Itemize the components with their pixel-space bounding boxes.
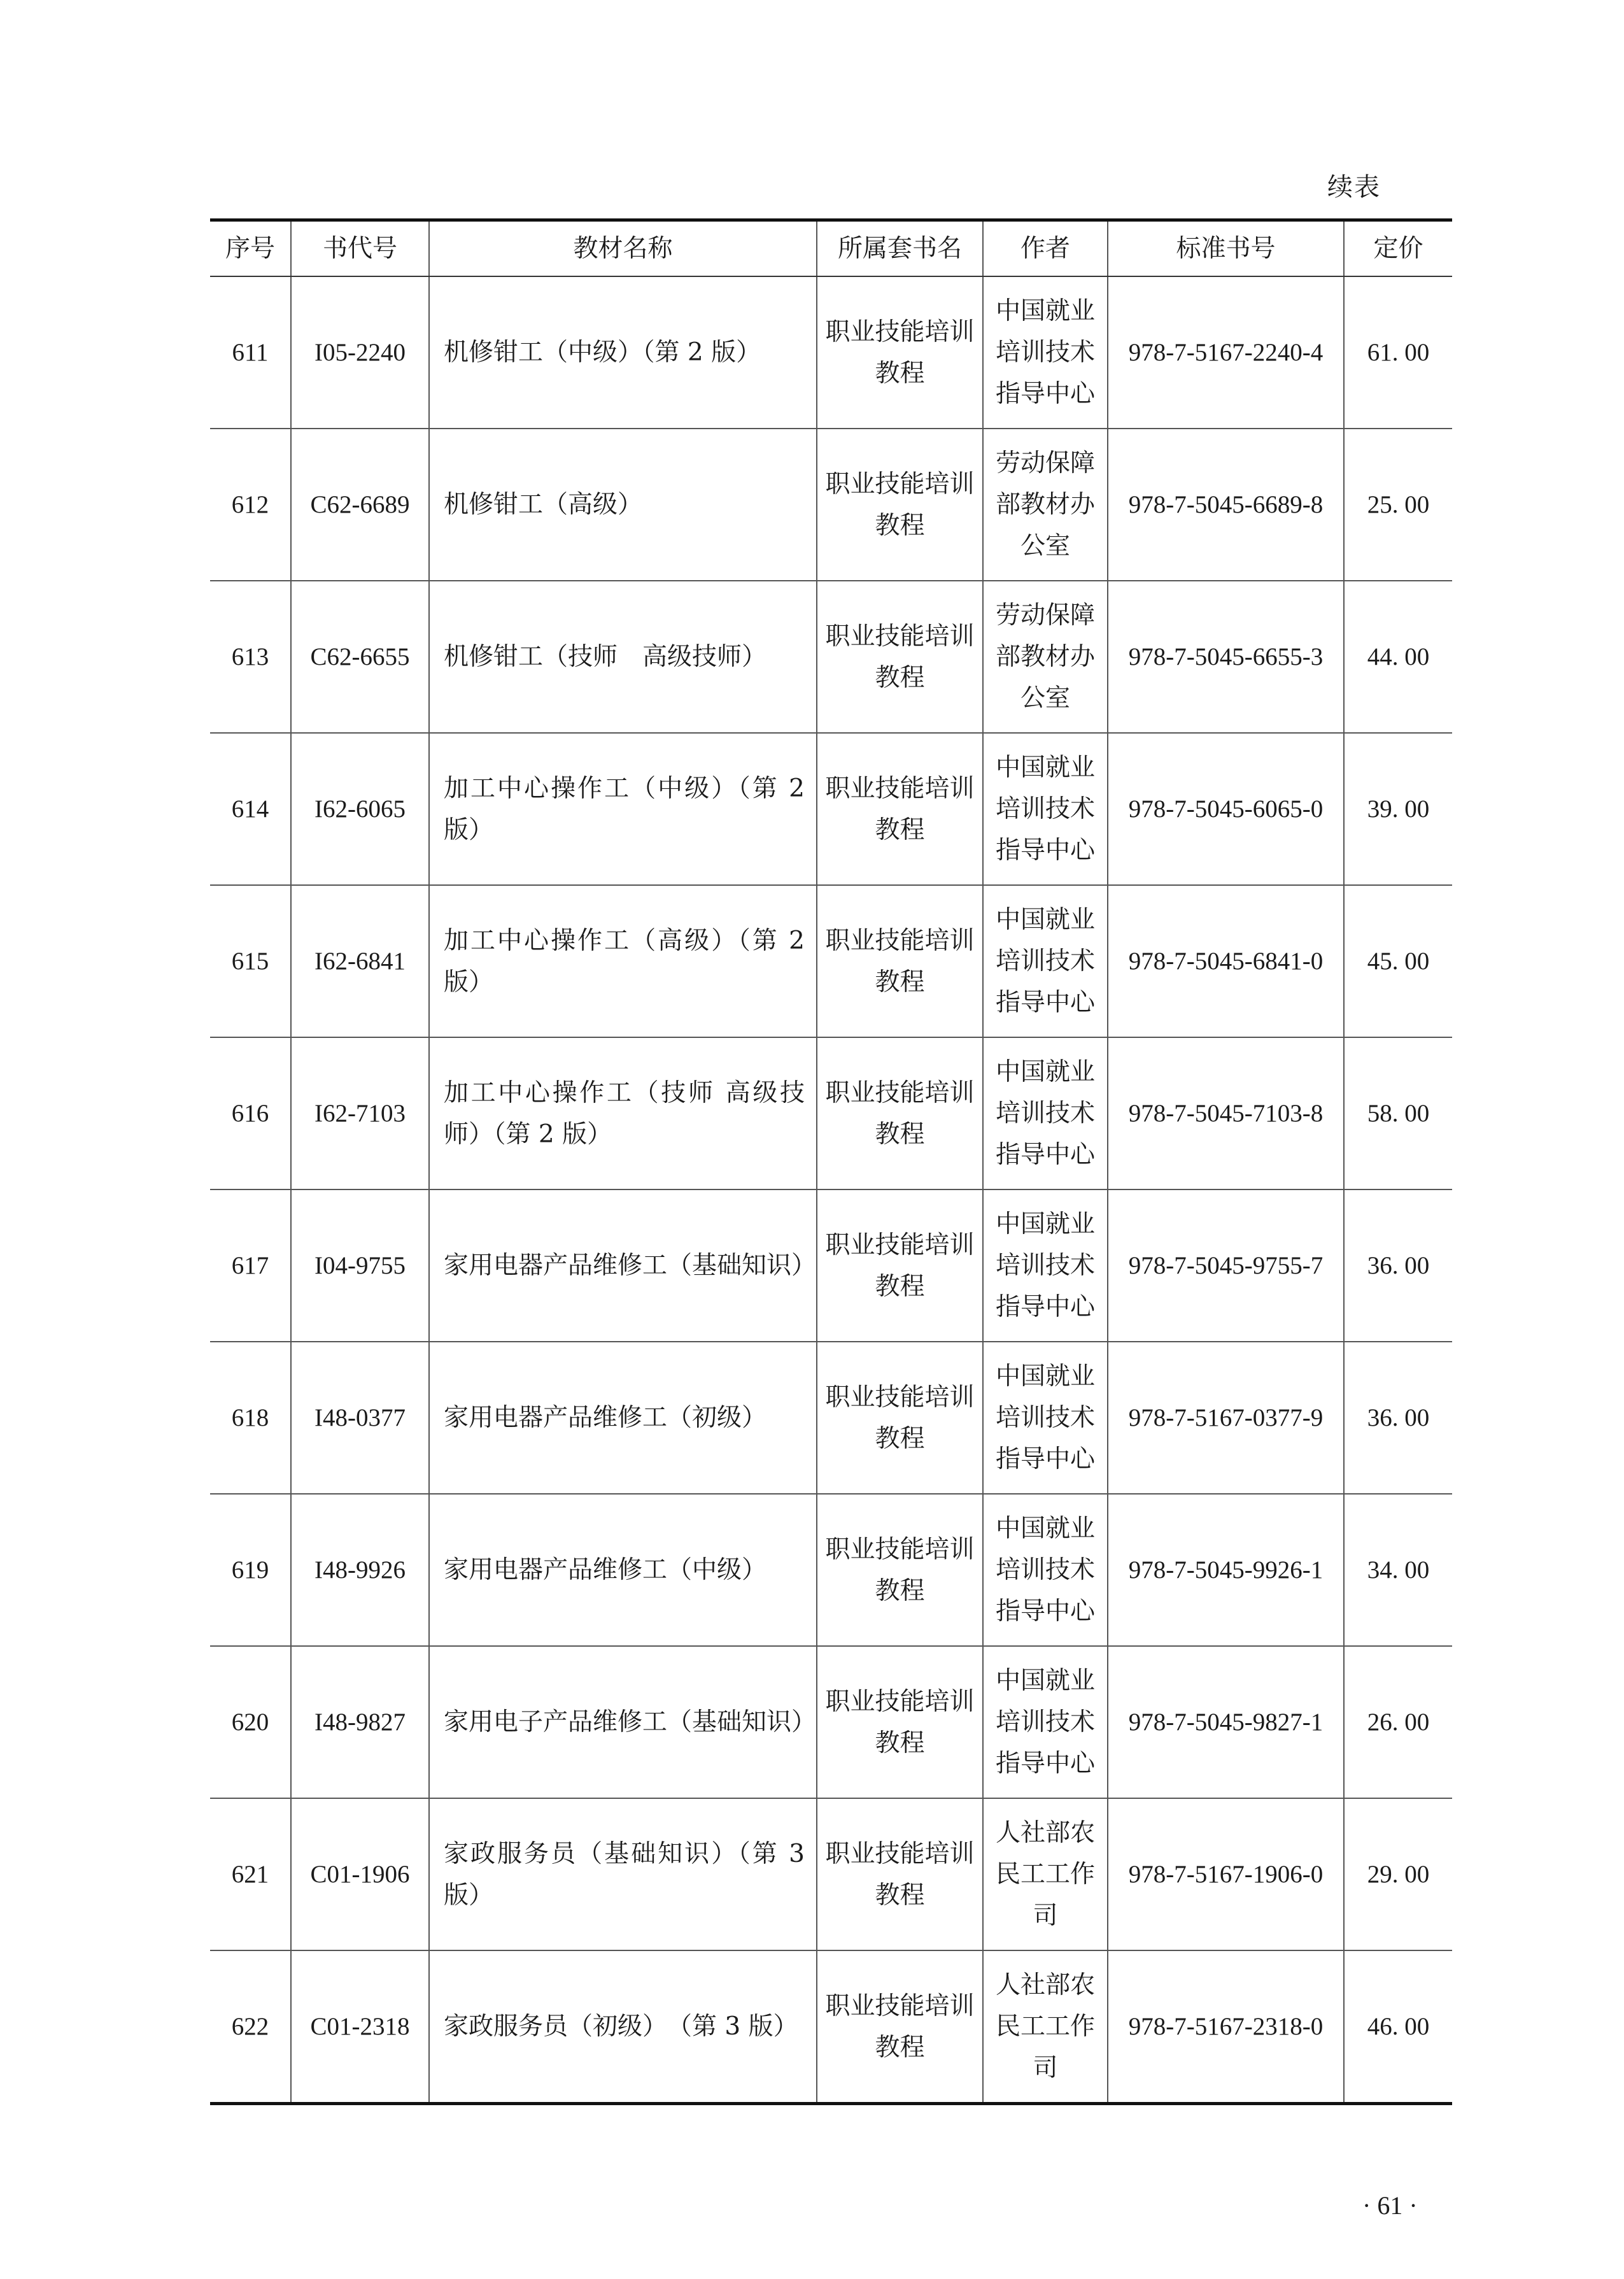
cell-title: 加工中心操作工（中级）（第 2 版）	[429, 733, 817, 885]
cell-price: 61. 00	[1344, 276, 1452, 429]
cell-no: 613	[210, 581, 291, 733]
cell-author: 中国就业培训技术指导中心	[983, 1494, 1108, 1646]
cell-series: 职业技能培训教程	[817, 429, 983, 581]
cell-series: 职业技能培训教程	[817, 1342, 983, 1494]
cell-title: 家用电子产品维修工（基础知识）	[429, 1646, 817, 1798]
cell-series: 职业技能培训教程	[817, 1950, 983, 2104]
cell-series: 职业技能培训教程	[817, 1189, 983, 1342]
cell-price: 25. 00	[1344, 429, 1452, 581]
cell-no: 611	[210, 276, 291, 429]
table-row	[210, 1037, 1452, 1189]
cell-code: I05-2240	[291, 276, 429, 429]
cell-author: 人社部农民工工作司	[983, 1950, 1108, 2104]
table-row	[210, 1798, 1452, 1950]
cell-price: 36. 00	[1344, 1189, 1452, 1342]
cell-code: I62-6841	[291, 885, 429, 1037]
table-row	[210, 733, 1452, 885]
header-author: 作者	[983, 220, 1108, 277]
cell-author: 中国就业培训技术指导中心	[983, 1037, 1108, 1189]
table-row	[210, 581, 1452, 733]
continued-label: 续表	[1327, 173, 1381, 202]
header-title: 教材名称	[429, 220, 817, 277]
table-body	[210, 276, 1452, 2104]
cell-author: 中国就业培训技术指导中心	[983, 1342, 1108, 1494]
cell-price: 26. 00	[1344, 1646, 1452, 1798]
cell-no: 622	[210, 1950, 291, 2104]
cell-code: I48-0377	[291, 1342, 429, 1494]
cell-title: 加工中心操作工（高级）（第 2 版）	[429, 885, 817, 1037]
cell-isbn: 978-7-5045-9755-7	[1108, 1189, 1344, 1342]
cell-author: 中国就业培训技术指导中心	[983, 1189, 1108, 1342]
cell-isbn: 978-7-5045-6841-0	[1108, 885, 1344, 1037]
cell-code: C01-1906	[291, 1798, 429, 1950]
cell-isbn: 978-7-5045-9827-1	[1108, 1646, 1344, 1798]
cell-code: C62-6655	[291, 581, 429, 733]
cell-price: 34. 00	[1344, 1494, 1452, 1646]
table-row	[210, 885, 1452, 1037]
cell-isbn: 978-7-5045-7103-8	[1108, 1037, 1344, 1189]
cell-title: 家政服务员（初级） （第 3 版）	[429, 1950, 817, 2104]
cell-series: 职业技能培训教程	[817, 1798, 983, 1950]
cell-price: 58. 00	[1344, 1037, 1452, 1189]
cell-no: 617	[210, 1189, 291, 1342]
cell-no: 612	[210, 429, 291, 581]
page-number: · 61 ·	[1362, 2191, 1418, 2220]
header-no: 序号	[210, 220, 291, 277]
cell-author: 劳动保障部教材办公室	[983, 581, 1108, 733]
table-row	[210, 1342, 1452, 1494]
cell-isbn: 978-7-5167-0377-9	[1108, 1342, 1344, 1494]
book-table	[210, 218, 1452, 2105]
cell-series: 职业技能培训教程	[817, 1037, 983, 1189]
cell-isbn: 978-7-5167-2240-4	[1108, 276, 1344, 429]
cell-author: 人社部农民工工作司	[983, 1798, 1108, 1950]
header-price: 定价	[1344, 220, 1452, 277]
cell-price: 39. 00	[1344, 733, 1452, 885]
cell-code: I48-9827	[291, 1646, 429, 1798]
cell-no: 615	[210, 885, 291, 1037]
cell-isbn: 978-7-5045-6655-3	[1108, 581, 1344, 733]
cell-series: 职业技能培训教程	[817, 581, 983, 733]
cell-no: 616	[210, 1037, 291, 1189]
cell-no: 618	[210, 1342, 291, 1494]
cell-no: 621	[210, 1798, 291, 1950]
cell-code: I04-9755	[291, 1189, 429, 1342]
header-isbn: 标准书号	[1108, 220, 1344, 277]
cell-title: 家政服务员（基础知识）（第 3 版）	[429, 1798, 817, 1950]
cell-price: 29. 00	[1344, 1798, 1452, 1950]
cell-isbn: 978-7-5045-6689-8	[1108, 429, 1344, 581]
cell-series: 职业技能培训教程	[817, 733, 983, 885]
cell-isbn: 978-7-5045-9926-1	[1108, 1494, 1344, 1646]
cell-code: C01-2318	[291, 1950, 429, 2104]
cell-code: I62-7103	[291, 1037, 429, 1189]
cell-no: 614	[210, 733, 291, 885]
cell-code: I62-6065	[291, 733, 429, 885]
cell-isbn: 978-7-5045-6065-0	[1108, 733, 1344, 885]
cell-title: 家用电器产品维修工（中级）	[429, 1494, 817, 1646]
header-code: 书代号	[291, 220, 429, 277]
cell-title: 家用电器产品维修工（初级）	[429, 1342, 817, 1494]
cell-price: 46. 00	[1344, 1950, 1452, 2104]
cell-title: 机修钳工（中级）（第 2 版）	[429, 276, 817, 429]
cell-isbn: 978-7-5167-1906-0	[1108, 1798, 1344, 1950]
cell-code: I48-9926	[291, 1494, 429, 1646]
cell-price: 44. 00	[1344, 581, 1452, 733]
cell-price: 36. 00	[1344, 1342, 1452, 1494]
cell-title: 机修钳工（技师 高级技师）	[429, 581, 817, 733]
cell-author: 中国就业培训技术指导中心	[983, 733, 1108, 885]
table-row	[210, 429, 1452, 581]
table-row	[210, 276, 1452, 429]
cell-series: 职业技能培训教程	[817, 1494, 983, 1646]
cell-author: 中国就业培训技术指导中心	[983, 276, 1108, 429]
cell-author: 中国就业培训技术指导中心	[983, 885, 1108, 1037]
cell-no: 619	[210, 1494, 291, 1646]
table-row	[210, 1494, 1452, 1646]
cell-series: 职业技能培训教程	[817, 885, 983, 1037]
cell-no: 620	[210, 1646, 291, 1798]
cell-title: 家用电器产品维修工（基础知识）	[429, 1189, 817, 1342]
table-row	[210, 1189, 1452, 1342]
table-row	[210, 1646, 1452, 1798]
header-row	[210, 220, 1452, 277]
cell-price: 45. 00	[1344, 885, 1452, 1037]
cell-series: 职业技能培训教程	[817, 276, 983, 429]
cell-author: 劳动保障部教材办公室	[983, 429, 1108, 581]
cell-author: 中国就业培训技术指导中心	[983, 1646, 1108, 1798]
cell-code: C62-6689	[291, 429, 429, 581]
cell-title: 加工中心操作工（技师 高级技师）（第 2 版）	[429, 1037, 817, 1189]
table-row	[210, 1950, 1452, 2104]
header-series: 所属套书名	[817, 220, 983, 277]
cell-title: 机修钳工（高级）	[429, 429, 817, 581]
cell-isbn: 978-7-5167-2318-0	[1108, 1950, 1344, 2104]
cell-series: 职业技能培训教程	[817, 1646, 983, 1798]
